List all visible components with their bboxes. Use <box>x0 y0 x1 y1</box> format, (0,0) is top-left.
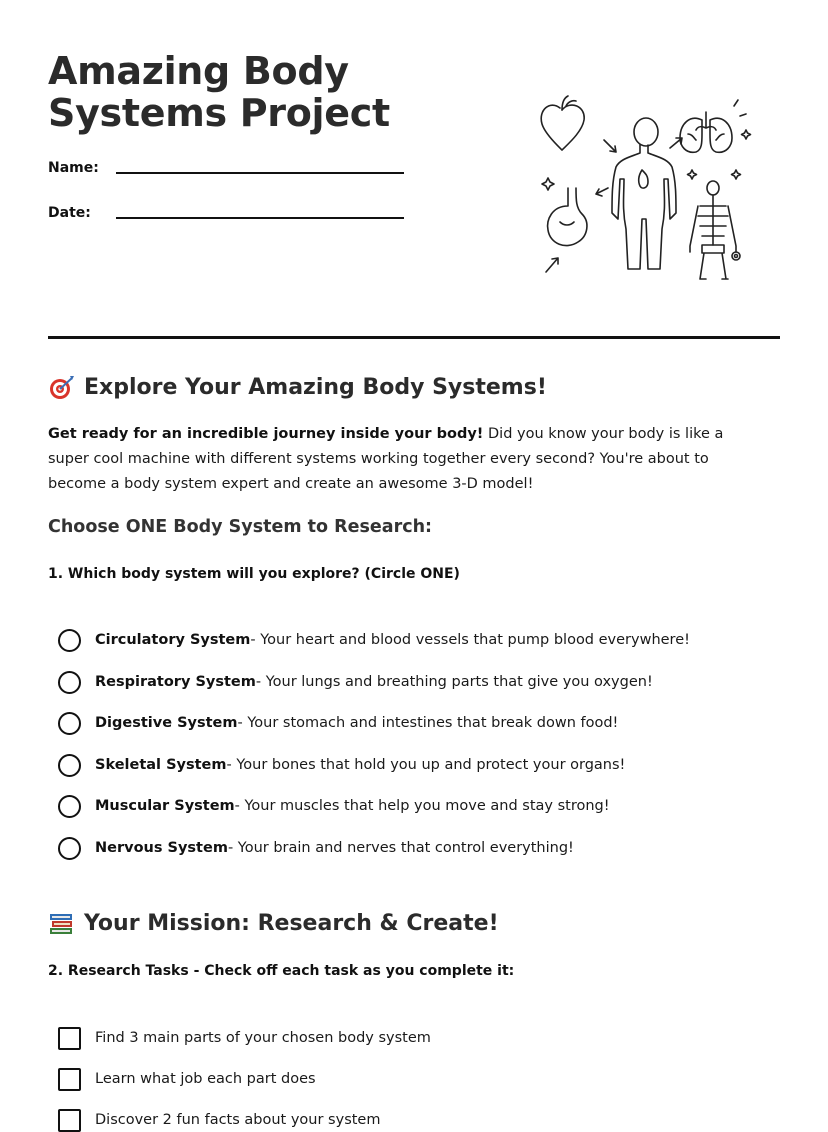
radio-circle[interactable] <box>58 754 81 777</box>
option-desc: - Your brain and nerves that control everything! <box>227 840 574 856</box>
lungs-icon <box>680 112 732 152</box>
section-heading-text: Explore Your Amazing Body Systems! <box>84 374 547 400</box>
option-nervous[interactable] <box>58 836 574 860</box>
option-muscular[interactable] <box>58 794 610 818</box>
sparkle-icon <box>734 100 746 116</box>
option-name: Skeletal System <box>95 757 227 773</box>
radio-circle[interactable] <box>58 837 81 860</box>
gear-icon <box>732 252 740 260</box>
section-divider <box>48 336 780 339</box>
option-desc: - Your stomach and intestines that break down food! <box>237 715 619 731</box>
skeleton-icon <box>690 181 736 279</box>
date-line[interactable] <box>116 217 404 219</box>
radio-circle[interactable] <box>58 712 81 735</box>
sparkle-icon <box>688 170 697 179</box>
section-heading-text: Your Mission: Research & Create! <box>84 910 499 936</box>
body-systems-illustration <box>530 90 760 290</box>
page-title: Amazing Body Systems Project <box>48 49 390 135</box>
name-label: Name: <box>48 160 99 176</box>
arrow-icon <box>546 258 558 272</box>
option-desc: - Your muscles that help you move and stay strong! <box>234 798 610 814</box>
option-skeletal[interactable] <box>58 753 625 777</box>
option-desc: - Your lungs and breathing parts that give you oxygen! <box>255 674 653 690</box>
task-checkbox[interactable] <box>58 1068 81 1091</box>
task-checkbox[interactable] <box>58 1109 81 1132</box>
option-circulatory[interactable] <box>58 628 690 652</box>
arrow-icon <box>596 188 608 196</box>
section-heading-mission <box>48 910 499 936</box>
question-1: 1. Which body system will you explore? (Circle ONE) <box>48 566 460 582</box>
date-label: Date: <box>48 205 91 221</box>
subheading-choose: Choose ONE Body System to Research: <box>48 517 433 537</box>
task-item[interactable] <box>58 1108 380 1132</box>
intro-paragraph <box>48 422 768 497</box>
radio-circle[interactable] <box>58 629 81 652</box>
books-icon <box>48 910 76 936</box>
radio-circle[interactable] <box>58 795 81 818</box>
name-line[interactable] <box>116 172 404 174</box>
heart-icon <box>541 96 584 150</box>
human-body-icon <box>612 118 676 269</box>
section-heading-explore <box>48 374 547 400</box>
sparkle-icon <box>742 130 751 139</box>
option-name: Circulatory System <box>95 632 251 648</box>
option-desc: - Your heart and blood vessels that pump blood everywhere! <box>250 632 690 648</box>
task-label: Discover 2 fun facts about your system <box>95 1112 381 1128</box>
task-label: Find 3 main parts of your chosen body system <box>95 1030 431 1046</box>
sparkle-icon <box>542 178 554 190</box>
task-checkbox[interactable] <box>58 1027 81 1050</box>
radio-circle[interactable] <box>58 671 81 694</box>
option-name: Digestive System <box>95 715 238 731</box>
option-name: Nervous System <box>95 840 228 856</box>
stomach-icon <box>548 188 587 246</box>
task-item[interactable] <box>58 1026 431 1050</box>
option-name: Respiratory System <box>95 674 256 690</box>
task-label: Learn what job each part does <box>95 1071 316 1087</box>
option-name: Muscular System <box>95 798 235 814</box>
option-respiratory[interactable] <box>58 670 653 694</box>
option-digestive[interactable] <box>58 711 618 735</box>
intro-text: Did you know your body is like a super cool machine with different systems working together every second? You're about to become a body system expert and create an awesome 3-D model! <box>48 426 724 492</box>
question-2: 2. Research Tasks - Check off each task as you complete it: <box>48 963 515 979</box>
sparkle-icon <box>732 170 741 179</box>
task-item[interactable] <box>58 1067 316 1091</box>
target-icon <box>48 374 76 400</box>
option-desc: - Your bones that hold you up and protect your organs! <box>226 757 626 773</box>
intro-bold: Get ready for an incredible journey inside your body! <box>48 426 484 442</box>
arrow-icon <box>604 140 616 152</box>
